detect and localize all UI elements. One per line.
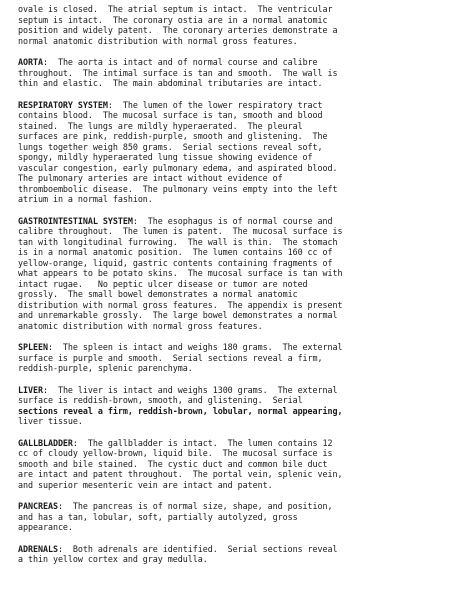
- text-line: appearance.: [18, 522, 73, 532]
- text-line: liver tissue.: [18, 416, 83, 426]
- section-heading-liver: LIVER: [18, 384, 43, 395]
- text-line-rest: : The aorta is intact and of normal course and calibre: [42, 57, 318, 67]
- text-line: anatomic distribution with normal gross features.: [18, 320, 263, 331]
- section-heading-gallbladder: GALLBLADDER: [18, 437, 73, 448]
- text-line: [18, 57, 462, 68]
- text-line: what appears to be potato skins. The mucosal surface is tan with: [18, 268, 343, 278]
- text-line: surface is purple and smooth. Serial sections reveal a firm,: [18, 352, 323, 363]
- section-heading-respiratory: RESPIRATORY SYSTEM: [18, 99, 108, 110]
- text-line-bold: sections reveal a firm, reddish-brown, lobular, normal appearing,: [18, 405, 343, 416]
- text-line: and has a tan, lobular, soft, partially autolyzed, gross: [18, 511, 298, 522]
- text-line: ovale is closed. The atrial septum is intact. The ventricular: [18, 4, 333, 14]
- text-line: atrium in a normal fashion.: [18, 194, 153, 204]
- text-line: reddish-purple, splenic parenchyma.: [18, 363, 193, 373]
- adrenals-paragraph: [18, 544, 462, 565]
- text-line: a thin yellow cortex and gray medulla.: [18, 554, 208, 564]
- text-line: normal anatomic distribution with normal gross features.: [18, 35, 298, 46]
- text-line: grossly. The small bowel demonstrates a normal anatomic: [18, 289, 298, 299]
- text-line: surfaces are pink, reddish-purple, smooth and glistening. The: [18, 131, 328, 141]
- gallbladder-paragraph: [18, 438, 462, 491]
- text-line: throughout. The intimal surface is tan and smooth. The wall is: [18, 67, 338, 78]
- text-line: and superior mesenteric vein are intact and patent.: [18, 479, 273, 490]
- text-line: [18, 501, 462, 512]
- heart-paragraph-continued: [18, 4, 462, 46]
- text-line-rest: : The spleen is intact and weighs 180 grams. The external: [47, 342, 343, 352]
- text-line: [18, 544, 462, 555]
- section-heading-gastrointestinal: GASTROINTESTINAL SYSTEM: [18, 215, 133, 226]
- text-line: are intact and patent throughout. The portal vein, splenic vein,: [18, 469, 343, 479]
- text-line: intact rugae. No peptic ulcer disease or tumor are noted: [18, 278, 308, 289]
- gastrointestinal-paragraph: [18, 216, 462, 332]
- text-line-rest: : The gallbladder is intact. The lumen contains 12: [72, 437, 333, 448]
- text-line: stained. The lungs are mildly hyperaerated. The pleural: [18, 120, 303, 131]
- text-line: position and widely patent. The coronary arteries demonstrate a: [18, 25, 338, 35]
- text-line: and unremarkable grossly. The large bowel demonstrates a normal: [18, 310, 338, 320]
- text-line: yellow-orange, liquid, gastric contents containing fragments of: [18, 257, 333, 268]
- text-line: thin and elastic. The main abdominal tributaries are intact.: [18, 78, 323, 88]
- text-line: septum is intact. The coronary ostia are in a normal anatomic: [18, 14, 328, 25]
- text-line: The pulmonary arteries are intact without evidence of: [18, 173, 283, 183]
- text-line: smooth and bile stained. The cystic duct and common bile duct: [18, 458, 328, 469]
- respiratory-paragraph: [18, 100, 462, 205]
- text-line: contains blood. The mucosal surface is tan, smooth and blood: [18, 110, 323, 120]
- text-line: thromboembolic disease. The pulmonary veins empty into the left: [18, 183, 338, 194]
- text-line-rest: : The liver is intact and weighs 1300 grams. The external: [42, 384, 338, 395]
- text-line: [18, 385, 462, 396]
- pancreas-paragraph: [18, 501, 462, 533]
- section-heading-aorta: AORTA: [18, 57, 43, 67]
- spleen-paragraph: [18, 342, 462, 374]
- text-line: surface is reddish-brown, smooth, and glistening. Serial: [18, 395, 303, 405]
- text-line: distribution with normal gross features. The appendix is present: [18, 299, 343, 310]
- text-line: [18, 342, 462, 353]
- section-heading-pancreas: PANCREAS: [18, 501, 58, 511]
- text-line: [18, 438, 462, 449]
- section-heading-spleen: SPLEEN: [18, 342, 48, 352]
- liver-paragraph: [18, 385, 462, 427]
- text-line-rest: : The lumen of the lower respiratory tract: [107, 99, 323, 110]
- text-line: cc of cloudy yellow-brown, liquid bile. The mucosal surface is: [18, 448, 333, 458]
- text-line: [18, 100, 462, 111]
- text-line: lungs together weigh 850 grams. Serial sections reveal soft,: [18, 141, 323, 152]
- text-line: calibre throughout. The lumen is patent. The mucosal surface is: [18, 226, 343, 236]
- text-line-rest: : The esophagus is of normal course and: [132, 215, 333, 226]
- section-heading-adrenals: ADRENALS: [18, 543, 58, 554]
- aorta-paragraph: [18, 57, 462, 89]
- text-line: vascular congestion, early pulmonary edema, and aspirated blood.: [18, 162, 338, 173]
- text-line-rest: : Both adrenals are identified. Serial sections reveal: [57, 543, 338, 554]
- text-line-rest: : The pancreas is of normal size, shape, and position,: [57, 501, 333, 511]
- text-line: spongy, mildly hyperaerated lung tissue showing evidence of: [18, 152, 313, 162]
- text-line: [18, 216, 462, 227]
- text-line: is in a normal anatomic position. The lumen contains 160 cc of: [18, 247, 333, 257]
- text-line: tan with longitudinal furrowing. The wall is thin. The stomach: [18, 236, 338, 247]
